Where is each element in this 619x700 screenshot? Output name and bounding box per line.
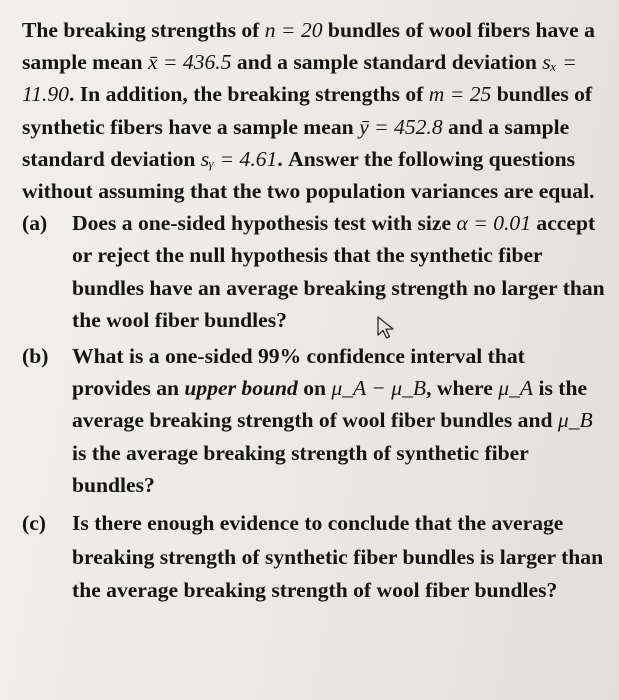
sy-equation: sᵧ = 4.61 [200, 146, 278, 171]
question-c-label: (c) [22, 511, 46, 536]
intro-text-6: and a sample standard deviation [22, 114, 570, 171]
intro-text-2: bundles of wool fibers have a sample mean [22, 18, 595, 75]
question-a [22, 207, 605, 336]
question-b-text-4: is the average breaking strength of wool fiber bundles and [72, 376, 588, 433]
question-b [22, 340, 605, 501]
intro-text-4: . In addition, the breaking strengths of [68, 82, 429, 107]
problem-intro [22, 14, 605, 207]
n-equation: n = 20 [264, 18, 323, 42]
question-b-label: (b) [22, 344, 49, 369]
question-c-text: Is there enough evidence to conclude that the average breaking strength of synthetic fiber bundles is larger than the average breaking strength of wool fiber bundles? [72, 511, 604, 603]
xbar-equation: x̄ = 436.5 [147, 50, 232, 75]
intro-text-5: bundles of synthetic fibers have a sample mean [22, 82, 593, 139]
mu-a-symbol: μ_A [498, 376, 534, 401]
ybar-equation: ȳ = 452.8 [359, 114, 443, 139]
question-b-text [72, 344, 593, 497]
question-a-label: (a) [22, 211, 48, 236]
intro-text-3: and a sample standard deviation [231, 50, 543, 75]
m-equation: m = 25 [428, 82, 492, 107]
question-c [22, 507, 605, 608]
question-a-text [72, 211, 605, 332]
upper-bound-emphasis: upper bound [184, 376, 298, 401]
mu-difference: μ_A − μ_B [331, 376, 427, 401]
mu-b-symbol: μ_B [557, 408, 593, 433]
question-b-text-5: is the average breaking strength of synthetic fiber bundles? [72, 440, 529, 497]
question-a-text-1: Does a one-sided hypothesis test with size [72, 211, 457, 236]
mouse-pointer-icon [376, 316, 398, 340]
intro-text-7: . Answer the following questions without assuming that the two population variances are equal. [22, 146, 595, 204]
question-a-text-2: accept or reject the null hypothesis that the synthetic fiber bundles have an average breaking strength no larger than the wool fiber bundles? [72, 211, 605, 332]
question-b-text-1: What is a one-sided 99% confidence interval that provides an [72, 344, 525, 401]
sx-equation: sₓ = 11.90 [22, 50, 577, 107]
alpha-equation: α = 0.01 [456, 211, 531, 236]
intro-text-1: The breaking strengths of [22, 18, 265, 42]
question-b-text-2: on [297, 376, 332, 401]
question-list [22, 207, 605, 607]
question-b-text-3: , where [426, 376, 499, 401]
